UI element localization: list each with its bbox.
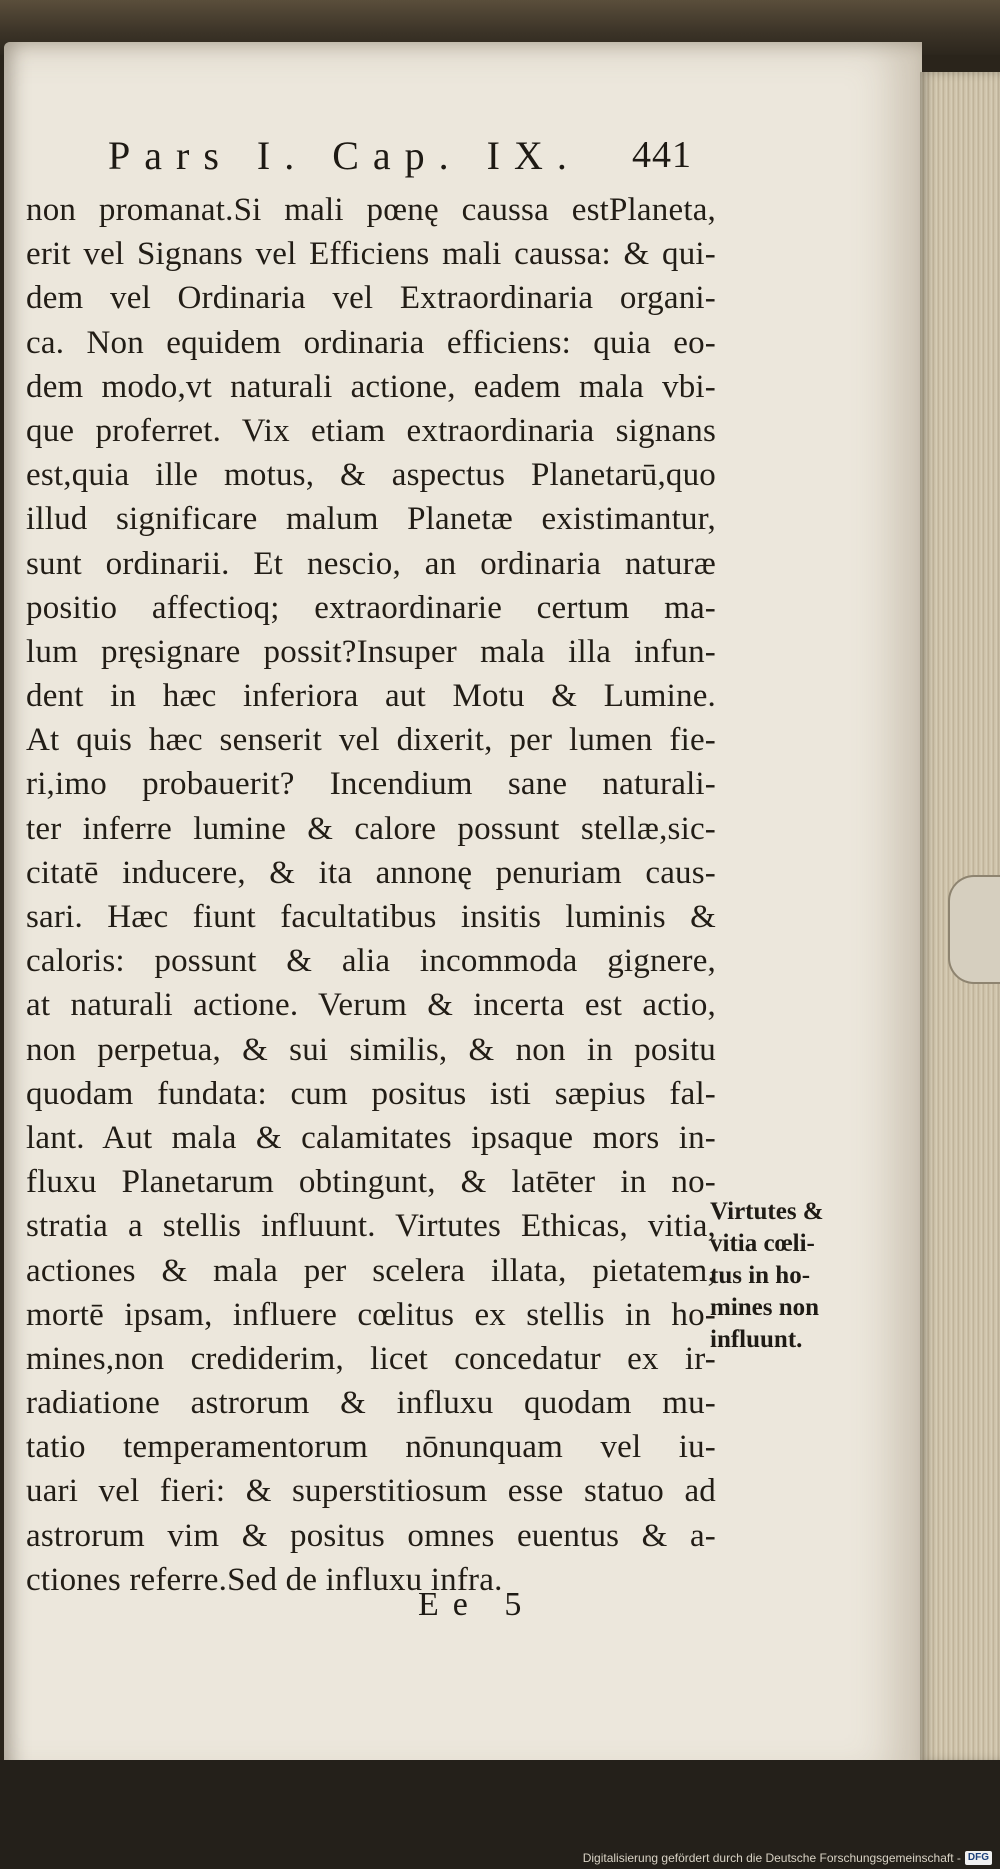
text-line: dem modo,vt naturali actione, eadem mala vbi- [26, 368, 716, 405]
signature-mark: Ee 5 [418, 1586, 536, 1623]
text-line: astrorum vim & positus omnes euentus & a- [26, 1517, 716, 1554]
running-head: Pars I. Cap. IX. [108, 133, 581, 178]
main-text-block [26, 188, 716, 1602]
text-line: non perpetua, & sui similis, & non in positu [26, 1031, 716, 1068]
text-line: ri,imo probauerit? Incendium sane naturali- [26, 766, 716, 803]
text-line: citatē inducere, & ita annonę penuriam caus- [26, 854, 716, 891]
text-line: lum pręsignare possit?Insuper mala illa infun- [26, 633, 716, 670]
text-line: radiatione astrorum & influxu quodam mu- [26, 1385, 716, 1422]
text-line: actiones & mala per scelera illata, pietatem, [26, 1252, 716, 1289]
text-line: mortē ipsam, influere cœlitus ex stellis in ho- [26, 1296, 716, 1333]
text-line: que proferret. Vix etiam extraordinaria signans [26, 412, 716, 449]
text-line: lant. Aut mala & calamitates ipsaque mors in- [26, 1119, 716, 1156]
text-line: at naturali actione. Verum & incerta est actio, [26, 987, 716, 1024]
text-line: ca. Non equidem ordinaria efficiens: quia eo- [26, 324, 716, 361]
text-line: sari. Hæc fiunt facultatibus insitis luminis & [26, 899, 716, 935]
marginal-note-line: vitia cœli- [710, 1230, 815, 1257]
text-line: illud significare malum Planetæ existimantur, [26, 501, 716, 538]
marginal-note-line: mines non [710, 1294, 820, 1321]
text-line: caloris: possunt & alia incommoda gignere, [26, 943, 716, 980]
text-line: non promanat.Si mali pœnę caussa estPlaneta, [26, 192, 716, 228]
text-line: uari vel fieri: & superstitiosum esse statuo ad [26, 1473, 716, 1510]
text-line: erit vel Signans vel Efficiens mali caussa: & qui- [26, 236, 716, 273]
marginal-note [710, 1196, 870, 1356]
text-line: tatio temperamentorum nōnunquam vel iu- [26, 1429, 716, 1466]
dfg-logo: DFG [965, 1851, 992, 1865]
digitization-credit [583, 1850, 992, 1866]
credit-text: Digitalisierung gefördert durch die Deutsche Forschungsgemeinschaft - [582, 1851, 961, 1865]
text-line: sunt ordinarii. Et nescio, an ordinaria naturæ [26, 545, 716, 582]
marginal-note-line: Virtutes & [710, 1198, 824, 1225]
text-line: ter inferre lumine & calore possunt stellæ,sic- [26, 810, 716, 847]
text-line: positio affectioq; extraordinarie certum ma- [26, 589, 716, 626]
marginal-note-line: influunt. [710, 1326, 803, 1353]
book-clasp-tab [948, 875, 1000, 984]
text-line: At quis hæc senserit vel dixerit, per lumen fie- [26, 722, 716, 759]
text-line: quodam fundata: cum positus isti sæpius fal- [26, 1075, 716, 1112]
marginal-note-line: tus in ho- [710, 1262, 811, 1289]
text-line: stratia a stellis influunt. Virtutes Ethicas, vitia, [26, 1208, 716, 1245]
text-line: est,quia ille motus, & aspectus Planetarū,quo [26, 457, 716, 494]
text-line: fluxu Planetarum obtingunt, & latēter in no- [26, 1164, 716, 1201]
text-line: dent in hæc inferiora aut Motu & Lumine. [26, 678, 716, 715]
text-line: dem vel Ordinaria vel Extraordinaria organi- [26, 280, 716, 317]
text-line: mines,non crediderim, licet concedatur ex ir- [26, 1340, 716, 1377]
text-line: ctiones referre.Sed de influxu infra. [26, 1561, 503, 1598]
page-number: 441 [632, 134, 692, 176]
